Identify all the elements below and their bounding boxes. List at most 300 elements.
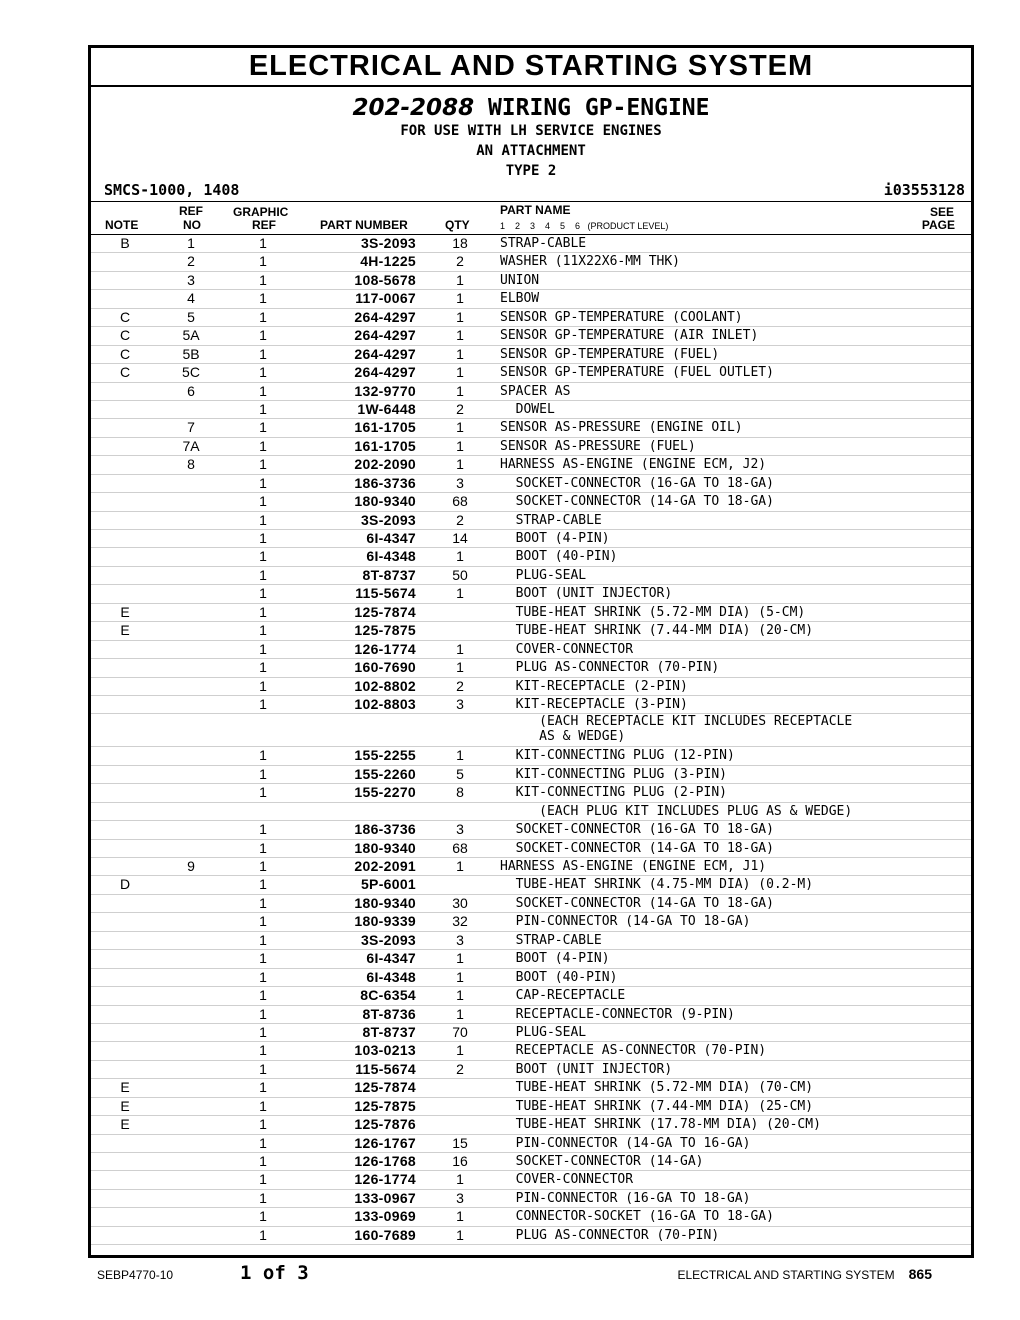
qty-cell: 1	[456, 585, 464, 602]
part-number-cell: 264-4297	[354, 327, 416, 344]
qty-cell: 14	[452, 530, 468, 546]
part-number-cell: 126-1774	[354, 640, 416, 657]
part-number-cell: 126-1767	[354, 1134, 416, 1151]
table-row	[91, 1153, 971, 1171]
graphic-ref-cell: 1	[259, 659, 267, 676]
note-cell: E	[120, 622, 130, 639]
table-row	[91, 747, 971, 765]
graphic-ref-cell: 1	[259, 235, 267, 251]
part-name-cell: ELBOW	[500, 291, 540, 307]
ref-no-cell: 3	[187, 271, 195, 288]
table-row	[91, 987, 971, 1005]
table-row	[91, 840, 971, 858]
col-part-name: PART NAME	[500, 203, 571, 217]
part-name-cell: BOOT (UNIT INJECTOR)	[500, 586, 673, 602]
part-name-cell: DOWEL	[500, 401, 555, 417]
qty-cell: 3	[456, 931, 464, 948]
table-row	[91, 950, 971, 968]
qty-cell: 1	[456, 1208, 464, 1225]
part-number-cell: 180-9340	[354, 493, 416, 510]
qty-cell: 1	[456, 747, 464, 764]
graphic-ref-cell: 1	[259, 839, 267, 856]
part-name-cell: TUBE-HEAT SHRINK (17.78-MM DIA) (20-CM)	[500, 1117, 821, 1133]
part-name-cell: TUBE-HEAT SHRINK (5.72-MM DIA) (70-CM)	[500, 1080, 814, 1096]
table-row	[91, 821, 971, 839]
part-name-cell: KIT-CONNECTING PLUG (2-PIN)	[500, 785, 727, 801]
graphic-ref-cell: 1	[259, 474, 267, 491]
part-name-cell: BOOT (40-PIN)	[500, 549, 618, 565]
part-name-cell: KIT-RECEPTACLE (2-PIN)	[500, 678, 688, 694]
table-row	[91, 512, 971, 530]
ref-no-cell: 1	[187, 235, 195, 251]
graphic-ref-cell: 1	[259, 603, 267, 620]
table-row	[91, 1116, 971, 1134]
part-name-cell: SOCKET-CONNECTOR (14-GA TO 18-GA)	[500, 895, 774, 911]
part-number-cell: 125-7876	[354, 1116, 416, 1133]
table-row	[91, 803, 971, 821]
graphic-ref-cell: 1	[259, 511, 267, 528]
part-name-cell: STRAP-CABLE	[500, 932, 602, 948]
graphic-ref-cell: 1	[259, 876, 267, 893]
part-number-cell: 264-4297	[354, 308, 416, 325]
col-ref-2: NO	[183, 218, 201, 232]
part-number-cell: 180-9339	[354, 913, 416, 930]
qty-cell: 1	[456, 1226, 464, 1243]
table-row	[91, 1135, 971, 1153]
part-number-cell: 202-2090	[354, 456, 416, 473]
graphic-ref-cell: 1	[259, 566, 267, 583]
table-row	[91, 1190, 971, 1208]
part-number-cell: 264-4297	[354, 345, 416, 362]
part-number-cell: 4H-1225	[360, 253, 416, 270]
table-row	[91, 272, 971, 290]
part-name-cell: SOCKET-CONNECTOR (16-GA TO 18-GA)	[500, 822, 774, 838]
part-number-cell: 3S-2093	[360, 235, 416, 251]
part-number-cell: 8T-8736	[362, 1005, 416, 1022]
qty-cell: 1	[456, 1005, 464, 1022]
note-cell: B	[120, 235, 130, 251]
graphic-ref-cell: 1	[259, 382, 267, 399]
part-name-cell: PIN-CONNECTOR (16-GA TO 18-GA)	[500, 1190, 751, 1206]
part-name-cell: BOOT (4-PIN)	[500, 951, 610, 967]
subtitle-2: AN ATTACHMENT	[476, 143, 586, 159]
qty-cell: 1	[456, 290, 464, 307]
qty-cell: 50	[452, 566, 468, 583]
table-row	[91, 895, 971, 913]
table-row	[91, 438, 971, 456]
graphic-ref-cell: 1	[259, 493, 267, 510]
part-number-cell: 102-8803	[354, 695, 416, 712]
graphic-ref-cell: 1	[259, 1060, 267, 1077]
part-number-cell: 8T-8737	[362, 566, 416, 583]
note-cell: C	[119, 364, 131, 381]
group-name: WIRING GP-ENGINE	[487, 95, 710, 121]
table-row	[91, 784, 971, 802]
qty-cell: 1	[456, 456, 464, 473]
table-row	[91, 659, 971, 677]
table-row	[91, 932, 971, 950]
part-number-cell: 161-1705	[354, 419, 416, 436]
part-number-cell: 125-7875	[354, 1097, 416, 1114]
graphic-ref-cell: 1	[259, 968, 267, 985]
part-name-cell: STRAP-CABLE	[500, 236, 587, 251]
part-number-cell: 126-1774	[354, 1171, 416, 1188]
col-note: NOTE	[105, 218, 139, 232]
col-qty: QTY	[445, 218, 470, 232]
ref-no-cell: 2	[187, 253, 195, 270]
graphic-ref-cell: 1	[259, 1226, 267, 1243]
graphic-ref-cell: 1	[259, 585, 267, 602]
part-name-cell: (EACH PLUG KIT INCLUDES PLUG AS & WEDGE)	[500, 803, 853, 819]
qty-cell: 32	[452, 913, 468, 930]
graphic-ref-cell: 1	[259, 400, 267, 417]
graphic-ref-cell: 1	[259, 1116, 267, 1133]
graphic-ref-cell: 1	[259, 1097, 267, 1114]
graphic-ref-cell: 1	[259, 913, 267, 930]
part-number-cell: 6I-4347	[366, 530, 416, 546]
qty-cell: 1	[456, 364, 464, 381]
col-ref-1: REF	[179, 204, 203, 218]
part-name-cell: PLUG-SEAL	[500, 567, 587, 583]
part-number-cell: 117-0067	[355, 290, 416, 307]
footer-page-number: 865	[908, 1266, 932, 1282]
graphic-ref-cell: 1	[259, 821, 267, 838]
part-name-cell: SENSOR GP-TEMPERATURE (AIR INLET)	[500, 328, 759, 344]
part-number-cell: 103-0213	[354, 1042, 416, 1059]
part-number-cell: 1W-6448	[357, 400, 416, 417]
col-see-1: SEE	[929, 205, 954, 219]
part-name-cell: KIT-CONNECTING PLUG (3-PIN)	[500, 766, 727, 782]
graphic-ref-cell: 1	[259, 437, 267, 454]
part-name-cell: SENSOR AS-PRESSURE (ENGINE OIL)	[500, 420, 743, 436]
col-part-number: PART NUMBER	[320, 218, 408, 232]
graphic-ref-cell: 1	[259, 327, 267, 344]
part-name-cell: RECEPTACLE-CONNECTOR (9-PIN)	[500, 1006, 735, 1022]
part-name-cell: SENSOR GP-TEMPERATURE (FUEL OUTLET)	[500, 365, 774, 381]
qty-cell: 3	[456, 695, 464, 712]
part-name-cell: TUBE-HEAT SHRINK (5.72-MM DIA) (5-CM)	[500, 604, 806, 620]
part-number-cell: 180-9340	[354, 839, 416, 856]
subtitle-1: FOR USE WITH LH SERVICE ENGINES	[400, 123, 662, 139]
table-row	[91, 876, 971, 894]
part-number-cell: 133-0969	[354, 1208, 416, 1225]
table-row	[91, 493, 971, 511]
col-graphic-2: REF	[252, 218, 276, 232]
col-graphic-1: GRAPHIC	[233, 205, 289, 219]
ref-no-cell: 5	[187, 308, 195, 325]
part-number-cell: 6I-4347	[366, 950, 416, 967]
table-row	[91, 383, 971, 401]
graphic-ref-cell: 1	[259, 456, 267, 473]
note-cell: E	[120, 1079, 130, 1096]
graphic-ref-cell: 1	[259, 622, 267, 639]
part-number-cell: 264-4297	[354, 364, 416, 381]
part-name-cell: RECEPTACLE AS-CONNECTOR (70-PIN)	[500, 1043, 767, 1059]
part-name-cell: PLUG AS-CONNECTOR (70-PIN)	[500, 660, 720, 676]
part-number-cell: 161-1705	[354, 437, 416, 454]
part-name-cell: PLUG-SEAL	[500, 1024, 587, 1040]
part-number-cell: 186-3736	[354, 474, 416, 491]
table-row	[91, 1227, 971, 1245]
footer-section	[677, 1266, 932, 1282]
graphic-ref-cell: 1	[259, 765, 267, 782]
note-cell: E	[120, 603, 130, 620]
table-row	[91, 346, 971, 364]
qty-cell: 3	[456, 821, 464, 838]
table-row	[91, 1208, 971, 1226]
table-row	[91, 678, 971, 696]
qty-cell: 1	[456, 1171, 464, 1188]
part-number-cell: 125-7874	[354, 1079, 416, 1096]
graphic-ref-cell: 1	[259, 677, 267, 694]
qty-cell: 30	[452, 894, 468, 911]
ref-no-cell: 7	[187, 419, 195, 436]
smcs-row	[91, 179, 971, 202]
graphic-ref-cell: 1	[259, 931, 267, 948]
part-number-cell: 125-7875	[354, 622, 416, 639]
table-row	[91, 327, 971, 345]
qty-cell: 2	[456, 1060, 464, 1077]
graphic-ref-cell: 1	[259, 419, 267, 436]
qty-cell: 16	[452, 1153, 468, 1169]
table-row	[91, 1171, 971, 1189]
col-see-2: PAGE	[921, 218, 955, 232]
part-number-cell: 5P-6001	[360, 876, 416, 893]
note-cell: C	[119, 327, 131, 344]
part-name-cell: PIN-CONNECTOR (14-GA TO 16-GA)	[500, 1135, 751, 1151]
part-name-cell: KIT-CONNECTING PLUG (12-PIN)	[500, 748, 735, 764]
part-name-cell: BOOT (40-PIN)	[500, 969, 618, 985]
footer-doc-number: SEBP4770-10	[97, 1268, 174, 1282]
qty-cell: 1	[456, 271, 464, 288]
table-row	[91, 858, 971, 876]
part-number-cell: 115-5674	[355, 585, 416, 602]
part-number-cell: 115-5674	[355, 1060, 416, 1077]
qty-cell: 68	[452, 493, 468, 510]
qty-cell: 15	[452, 1134, 468, 1151]
part-name-cell: PLUG AS-CONNECTOR (70-PIN)	[500, 1227, 720, 1243]
part-name-cell: TUBE-HEAT SHRINK (7.44-MM DIA) (25-CM)	[500, 1098, 814, 1114]
part-name-cell: COVER-CONNECTOR	[500, 1172, 634, 1188]
table-row	[91, 309, 971, 327]
table-row	[91, 1061, 971, 1079]
graphic-ref-cell: 1	[259, 1042, 267, 1059]
graphic-ref-cell: 1	[259, 950, 267, 967]
table-row	[91, 1024, 971, 1042]
note-cell: E	[120, 1097, 130, 1114]
part-number-cell: 3S-2093	[360, 931, 416, 948]
qty-cell: 1	[456, 419, 464, 436]
ref-no-cell: 6	[187, 382, 195, 399]
note-cell: C	[119, 308, 131, 325]
parts-list-frame	[88, 45, 974, 1258]
qty-cell: 1	[456, 1042, 464, 1059]
part-number-cell: 102-8802	[354, 677, 416, 694]
table-row	[91, 253, 971, 271]
qty-cell: 70	[452, 1023, 468, 1040]
part-name-cell: SENSOR AS-PRESSURE (FUEL)	[500, 438, 696, 454]
subtitle-3: TYPE 2	[505, 163, 557, 179]
column-header	[91, 202, 971, 235]
system-title: ELECTRICAL AND STARTING SYSTEM	[91, 48, 971, 87]
qty-cell: 1	[456, 950, 464, 967]
qty-cell: 1	[456, 968, 464, 985]
ref-no-cell: 7A	[182, 437, 200, 454]
table-row	[91, 548, 971, 566]
table-row	[91, 1098, 971, 1116]
table-row	[91, 1006, 971, 1024]
qty-cell: 1	[456, 659, 464, 676]
part-name-cell: HARNESS AS-ENGINE (ENGINE ECM, J2)	[500, 457, 767, 473]
part-name-cell: UNION	[500, 272, 540, 288]
qty-cell: 1	[456, 858, 464, 874]
table-row	[91, 696, 971, 714]
table-row	[91, 364, 971, 382]
graphic-ref-cell: 1	[259, 1171, 267, 1188]
qty-cell: 3	[456, 1189, 464, 1206]
ref-no-cell: 9	[187, 858, 195, 874]
part-name-cell: BOOT (4-PIN)	[500, 531, 610, 546]
ref-no-cell: 5B	[182, 345, 200, 362]
table-row	[91, 419, 971, 437]
qty-cell: 1	[456, 382, 464, 399]
graphic-ref-cell: 1	[259, 784, 267, 801]
part-number-cell: 6I-4348	[366, 548, 416, 565]
table-row	[91, 401, 971, 419]
part-number-cell: 126-1768	[354, 1153, 416, 1169]
qty-cell: 2	[456, 677, 464, 694]
table-row	[91, 714, 971, 747]
illustration-id: i03553128	[883, 181, 965, 199]
part-number-cell: 132-9770	[354, 382, 416, 399]
part-name-cell: SOCKET-CONNECTOR (14-GA TO 18-GA)	[500, 494, 774, 510]
part-name-cell: SOCKET-CONNECTOR (14-GA)	[500, 1154, 704, 1169]
graphic-ref-cell: 1	[259, 695, 267, 712]
col-product-levels: 1 2 3 4 5 6 (PRODUCT LEVEL)	[500, 221, 669, 231]
part-name-cell: SENSOR GP-TEMPERATURE (COOLANT)	[500, 309, 743, 325]
part-name-cell: SENSOR GP-TEMPERATURE (FUEL)	[500, 346, 720, 362]
part-number-cell: 6I-4348	[366, 968, 416, 985]
group-title-line	[91, 87, 971, 121]
qty-cell: 5	[456, 765, 464, 782]
part-number-cell: 155-2260	[354, 765, 416, 782]
qty-cell: 2	[456, 253, 464, 270]
table-row	[91, 1042, 971, 1060]
table-row	[91, 622, 971, 640]
ref-no-cell: 4	[187, 290, 195, 307]
note-cell: E	[120, 1116, 130, 1133]
graphic-ref-cell: 1	[259, 1153, 267, 1169]
qty-cell: 1	[456, 437, 464, 454]
qty-cell: 8	[456, 784, 464, 801]
qty-cell: 1	[456, 640, 464, 657]
table-row	[91, 235, 971, 253]
table-row	[91, 530, 971, 548]
part-name-cell: SOCKET-CONNECTOR (14-GA TO 18-GA)	[500, 840, 774, 856]
part-number-cell: 8C-6354	[360, 987, 416, 1004]
part-number-cell: 125-7874	[354, 603, 416, 620]
part-name-cell: CONNECTOR-SOCKET (16-GA TO 18-GA)	[500, 1209, 774, 1225]
graphic-ref-cell: 1	[259, 548, 267, 565]
parts-table-body	[91, 235, 971, 1245]
part-name-cell: HARNESS AS-ENGINE (ENGINE ECM, J1)	[500, 859, 767, 874]
part-name-cell: KIT-RECEPTACLE (3-PIN)	[500, 696, 688, 712]
part-number-cell: 186-3736	[354, 821, 416, 838]
graphic-ref-cell: 1	[259, 1134, 267, 1151]
note-cell: C	[119, 345, 131, 362]
ref-no-cell: 8	[187, 456, 195, 473]
graphic-ref-cell: 1	[259, 747, 267, 764]
footer-page-of: 1 of 3	[240, 1262, 309, 1284]
qty-cell: 2	[456, 400, 464, 417]
ref-no-cell: 5C	[182, 364, 200, 381]
graphic-ref-cell: 1	[259, 345, 267, 362]
part-number-cell: 180-9340	[354, 894, 416, 911]
graphic-ref-cell: 1	[259, 253, 267, 270]
graphic-ref-cell: 1	[259, 290, 267, 307]
part-number-cell: 133-0967	[354, 1189, 416, 1206]
graphic-ref-cell: 1	[259, 1208, 267, 1225]
table-row	[91, 913, 971, 931]
group-number: 202-2088	[352, 95, 475, 121]
graphic-ref-cell: 1	[259, 987, 267, 1004]
graphic-ref-cell: 1	[259, 640, 267, 657]
part-name-cell: TUBE-HEAT SHRINK (7.44-MM DIA) (20-CM)	[500, 623, 814, 639]
part-name-cell: SOCKET-CONNECTOR (16-GA TO 18-GA)	[500, 475, 774, 491]
part-name-cell: (EACH RECEPTACLE KIT INCLUDES RECEPTACLE AS & WEDGE)	[539, 714, 853, 745]
part-number-cell: 202-2091	[354, 858, 416, 874]
table-row	[91, 969, 971, 987]
table-row	[91, 456, 971, 474]
graphic-ref-cell: 1	[259, 530, 267, 546]
table-row	[91, 585, 971, 603]
part-name-cell: BOOT (UNIT INJECTOR)	[500, 1061, 673, 1077]
part-name-cell: PIN-CONNECTOR (14-GA TO 18-GA)	[500, 914, 751, 930]
graphic-ref-cell: 1	[259, 858, 267, 874]
table-row	[91, 567, 971, 585]
graphic-ref-cell: 1	[259, 1005, 267, 1022]
part-number-cell: 8T-8737	[362, 1023, 416, 1040]
graphic-ref-cell: 1	[259, 271, 267, 288]
table-row	[91, 604, 971, 622]
part-name-cell: SPACER AS	[500, 383, 571, 399]
qty-cell: 1	[456, 327, 464, 344]
part-name-cell: COVER-CONNECTOR	[500, 641, 634, 657]
part-name-cell: CAP-RECEPTACLE	[500, 988, 626, 1004]
group-header	[91, 87, 971, 179]
graphic-ref-cell: 1	[259, 308, 267, 325]
part-name-cell: STRAP-CABLE	[500, 512, 602, 528]
part-number-cell: 160-7690	[354, 659, 416, 676]
ref-no-cell: 5A	[182, 327, 200, 344]
table-row	[91, 641, 971, 659]
part-name-cell: TUBE-HEAT SHRINK (4.75-MM DIA) (0.2-M)	[500, 877, 814, 893]
qty-cell: 68	[452, 839, 468, 856]
table-row	[91, 766, 971, 784]
graphic-ref-cell: 1	[259, 364, 267, 381]
qty-cell: 18	[452, 235, 468, 251]
part-number-cell: 155-2270	[354, 784, 416, 801]
qty-cell: 1	[456, 548, 464, 565]
part-number-cell: 3S-2093	[360, 511, 416, 528]
table-row	[91, 1079, 971, 1097]
table-row	[91, 290, 971, 308]
graphic-ref-cell: 1	[259, 1189, 267, 1206]
qty-cell: 1	[456, 308, 464, 325]
part-number-cell: 108-5678	[354, 271, 416, 288]
qty-cell: 1	[456, 987, 464, 1004]
graphic-ref-cell: 1	[259, 894, 267, 911]
